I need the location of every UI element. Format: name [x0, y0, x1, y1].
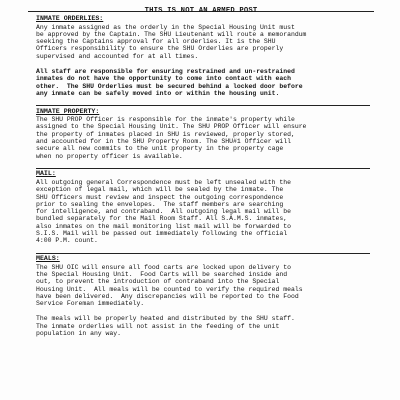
paragraph: The SHU OIC will ensure all food carts are locked upon delivery to the Special Housing Unit. Food Carts will be searched inside and out, to prevent the introduction of contraband into the Special Housing Unit. All meals will be counted to verify the required meals have been delivered. Any discrepancies will be reported to the Food Service Foreman immediately.	[36, 263, 303, 308]
section-heading: INMATE PROPERTY:	[36, 107, 100, 115]
section-heading: MAIL:	[36, 170, 56, 178]
paragraph: The SHU PROP Officer is responsible for the inmate's property while assigned to the Special Housing Unit. The SHU PROP Officer will ensure the property of inmates placed in SHU is reviewed, properly stored, and accounted for in the SHU Property Room. The SHU#1 Officer will secure all new commits to the unit property in the property cage when no property officer is available.	[36, 116, 307, 160]
section-meals	[36, 255, 370, 337]
section-inmate-property	[36, 108, 370, 160]
section-mail	[36, 170, 370, 244]
section-inmate-orderlies	[36, 15, 370, 97]
section-heading: MEALS:	[36, 255, 60, 263]
paragraph-bold: All staff are responsible for ensuring restrained and un-restrained inmates do not have the opportunity to come into contact with each other. The SHU Orderlies must be secured behind a locked door before any inmate can be safely moved into or within the housing unit.	[36, 67, 303, 97]
paragraph: The meals will be properly heated and distributed by the SHU staff. The inmate orderlies will not assist in the feeding of the unit population in any way.	[36, 315, 295, 337]
section-divider	[36, 253, 370, 254]
header-title: THIS IS NOT AN ARMED POST	[144, 7, 258, 15]
paragraph: Any inmate assigned as the orderly in the Special Housing Unit must be approved by the Captain. The SHU Lieutenant will route a memorandum seeking the Captains approval for all orderlies. It is the SHU Officers responsibility to ensure the SHU Orderlies are properly supervised and accounted for at all times.	[36, 23, 307, 60]
document-body	[36, 15, 370, 337]
section-heading: INMATE ORDERLIES:	[36, 15, 104, 22]
paragraph: All outgoing general Correspondence must be left unsealed with the exception of legal mail, which will be sealed by the inmate. The SHU Officers must review and inspect the outgoing correspondence prior to sealing the envelopes. The staff members are searching for intelligence, and contraband. All outgoing legal mail will be bundled separately for the Mail Room Staff. All S.A.M.S. inmates, also inmates on the mail monitoring list mail will be forwarded to S.I.S. Mail will be passed out immediately following the official 4:00 P.M. count.	[36, 178, 291, 245]
section-divider	[36, 105, 370, 106]
section-divider	[36, 168, 370, 169]
page-header	[28, 0, 374, 15]
